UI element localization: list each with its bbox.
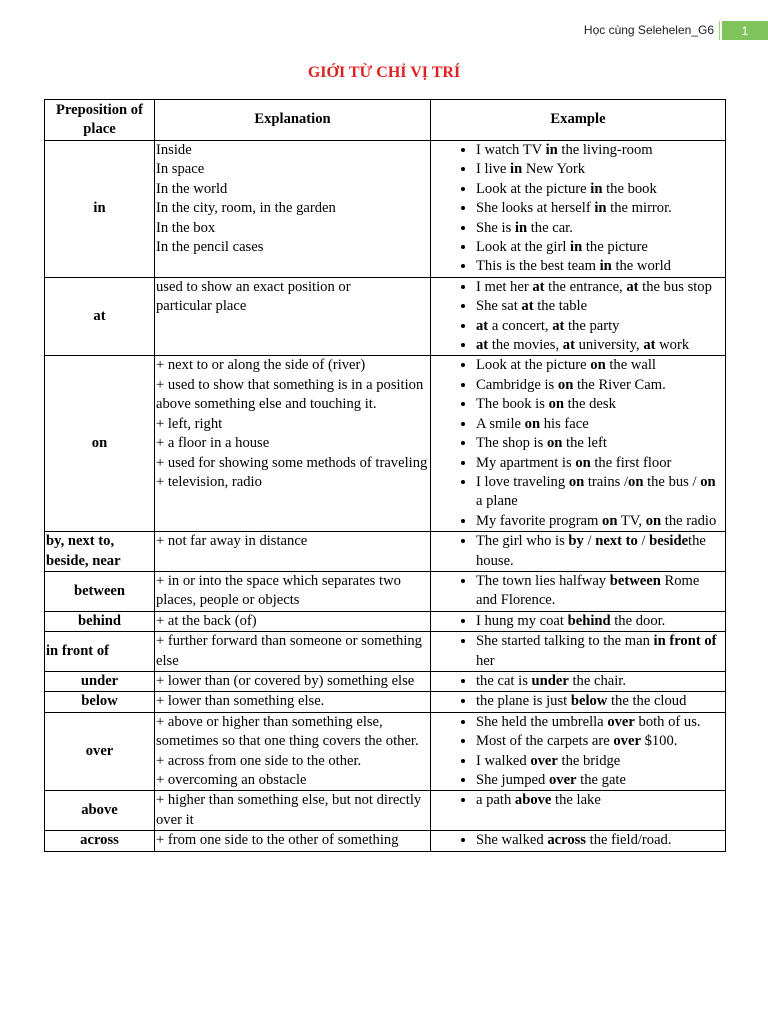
example-text: She looks at herself [476, 200, 595, 217]
prepositions-table [44, 99, 726, 852]
preposition-highlight: at [562, 337, 575, 354]
preposition-highlight: on [645, 512, 662, 529]
example-list [432, 572, 724, 611]
preposition-highlight: at [552, 317, 565, 334]
example-item [476, 713, 724, 732]
example-item [476, 376, 724, 395]
example-item [476, 415, 724, 434]
preposition-highlight: at [476, 337, 489, 354]
example-text: The book is [476, 396, 549, 413]
example-text: a concert, [488, 317, 553, 334]
example-text: the bridge [557, 752, 621, 769]
explanation-cell: + lower than something else. [155, 692, 431, 712]
example-list [432, 791, 724, 810]
explanation-cell: used to show an exact position or particular place [155, 277, 431, 356]
example-item [476, 257, 724, 276]
example-item [476, 336, 724, 355]
example-cell [431, 141, 726, 278]
example-item [476, 219, 724, 238]
preposition-cell: below [45, 692, 155, 712]
example-item [476, 297, 724, 316]
preposition-cell: at [45, 277, 155, 356]
example-text: I walked [476, 752, 531, 769]
preposition-highlight: on [590, 357, 606, 374]
example-item [476, 672, 724, 691]
example-cell [431, 277, 726, 356]
example-text: the cat is [476, 672, 532, 689]
example-text: the left [562, 435, 607, 452]
example-text: Cambridge is [476, 376, 558, 393]
example-item [476, 454, 724, 473]
preposition-highlight: by [568, 533, 584, 550]
example-cell [431, 791, 726, 831]
example-text: the world [611, 258, 671, 275]
preposition-highlight: over [607, 713, 635, 730]
example-cell [431, 671, 726, 691]
example-list [432, 632, 724, 671]
column-header-preposition: Preposition of place [45, 100, 155, 141]
example-cell [431, 571, 726, 611]
preposition-cell: over [45, 712, 155, 791]
example-text: the door. [610, 612, 666, 629]
example-list [432, 672, 724, 691]
preposition-highlight: in [545, 142, 558, 158]
explanation-cell: + not far away in distance [155, 532, 431, 572]
example-text: the wall [605, 357, 656, 374]
example-text: Look at the girl [476, 239, 571, 256]
example-text: the bus stop [638, 278, 712, 295]
page-number-badge: 1 [722, 21, 768, 40]
example-text: She started talking to the man [476, 633, 654, 650]
example-text: the entrance, [544, 278, 627, 295]
explanation-cell: + higher than something else, but not directly over it [155, 791, 431, 831]
preposition-highlight: on [575, 454, 591, 471]
preposition-highlight: next to [595, 533, 638, 550]
preposition-cell: across [45, 831, 155, 851]
preposition-highlight: below [570, 693, 608, 710]
example-text: I love traveling [476, 473, 569, 490]
preposition-highlight: over [530, 752, 558, 769]
example-item [476, 632, 724, 671]
example-text: the bus / [643, 473, 701, 490]
example-text: the gate [576, 772, 626, 788]
table-row [45, 632, 726, 672]
table-row [45, 532, 726, 572]
example-text: the picture [582, 239, 648, 256]
example-text: the first floor [590, 454, 672, 471]
explanation-cell: Inside In space In the world In the city, room, in the garden In the box In the pencil cases [155, 141, 431, 278]
example-text: trains / [584, 473, 629, 490]
table-header-row [45, 100, 726, 141]
example-text: My apartment is [476, 454, 576, 471]
example-list [432, 141, 724, 277]
table-row [45, 671, 726, 691]
example-item [476, 572, 724, 611]
example-text: both of us. [634, 713, 701, 730]
preposition-highlight: in [510, 161, 523, 178]
example-text: I hung my coat [476, 612, 568, 629]
header-divider [719, 21, 720, 40]
column-header-explanation: Explanation [155, 100, 431, 141]
preposition-highlight: in [599, 258, 612, 275]
example-item [476, 692, 724, 711]
example-text: a path [476, 792, 515, 809]
example-text: the desk [563, 396, 616, 413]
preposition-highlight: in [514, 219, 528, 236]
preposition-highlight: under [531, 672, 569, 689]
example-text: the table [533, 298, 588, 315]
example-text: My favorite program [476, 512, 603, 529]
explanation-cell: + above or higher than something else, sometimes so that one thing covers the other. + across from one side to the other. + overcoming an obstacle [155, 712, 431, 791]
example-cell [431, 356, 726, 532]
table-row [45, 831, 726, 851]
example-text: the living-room [557, 142, 653, 158]
preposition-highlight: in [570, 239, 583, 256]
preposition-highlight: at [476, 317, 489, 334]
example-text: The town lies halfway [476, 572, 610, 589]
example-item [476, 434, 724, 453]
example-text: She is [476, 219, 515, 236]
preposition-highlight: on [700, 473, 716, 490]
explanation-cell: + next to or along the side of (river) + used to show that something is in a position above something else and touching it. + left, right + a floor in a house + used for showing some methods of traveling + television, radio [155, 356, 431, 532]
example-text: the house. [476, 533, 706, 569]
example-text: A smile [476, 415, 525, 432]
preposition-cell: in [45, 141, 155, 278]
example-text: Look at the picture [476, 357, 591, 374]
example-text: I live [476, 161, 511, 178]
preposition-highlight: on [548, 396, 564, 413]
example-item [476, 278, 724, 297]
preposition-cell: under [45, 671, 155, 691]
preposition-highlight: above [514, 792, 552, 809]
preposition-highlight: in front of [653, 633, 717, 650]
preposition-cell: above [45, 791, 155, 831]
example-text: the lake [551, 792, 601, 809]
example-cell [431, 632, 726, 672]
preposition-highlight: over [548, 772, 577, 788]
example-cell [431, 532, 726, 572]
preposition-cell: by, next to, beside, near [45, 532, 155, 572]
example-text: TV, [617, 512, 646, 529]
table-row [45, 277, 726, 356]
preposition-highlight: on [568, 473, 585, 490]
preposition-highlight: on [546, 435, 563, 452]
example-text: the party [564, 317, 620, 334]
example-item [476, 612, 724, 631]
example-text: the field/road. [586, 832, 672, 849]
example-cell [431, 712, 726, 791]
example-text: the plane is just [476, 693, 571, 710]
table-row [45, 356, 726, 532]
preposition-cell: between [45, 571, 155, 611]
example-list [432, 356, 724, 531]
example-text: / [637, 533, 650, 550]
example-text: New York [522, 161, 586, 178]
preposition-highlight: at [521, 298, 534, 315]
example-text: her [476, 652, 495, 669]
table-row [45, 141, 726, 278]
preposition-cell: on [45, 356, 155, 532]
example-item [476, 532, 724, 571]
example-list [432, 612, 724, 631]
preposition-highlight: on [628, 473, 644, 490]
example-text: She jumped [476, 772, 549, 788]
example-text: This is the best team [476, 258, 600, 275]
example-text: She walked [476, 832, 548, 849]
column-header-example: Example [431, 100, 726, 141]
explanation-cell: + from one side to the other of something [155, 831, 431, 851]
example-list [432, 692, 724, 711]
example-text: the movies, [488, 337, 563, 354]
example-text: his face [540, 415, 589, 432]
preposition-highlight: over [613, 733, 641, 750]
example-item [476, 180, 724, 199]
example-text: university, [574, 337, 644, 354]
example-text: the mirror. [606, 200, 672, 217]
document-title: GIỚI TỪ CHỈ VỊ TRÍ [307, 64, 461, 81]
example-cell [431, 611, 726, 631]
example-item [476, 317, 724, 336]
example-list [432, 278, 724, 356]
example-item [476, 791, 724, 810]
example-item [476, 512, 724, 531]
example-item [476, 732, 724, 751]
example-text: a plane [476, 493, 518, 510]
header-text: Học cùng Selehelen_G6 [583, 23, 714, 37]
preposition-highlight: across [547, 832, 586, 849]
example-item [476, 199, 724, 218]
preposition-highlight: on [557, 376, 574, 393]
preposition-highlight: behind [567, 612, 611, 629]
table-row [45, 571, 726, 611]
example-text: $100. [640, 733, 678, 750]
example-text: the River Cam. [573, 376, 666, 393]
example-item [476, 831, 724, 850]
example-list [432, 532, 724, 571]
example-cell [431, 692, 726, 712]
example-text: Most of the carpets are [476, 733, 614, 750]
example-text: work [655, 337, 690, 354]
example-list [432, 713, 724, 791]
example-text: the radio [661, 512, 717, 529]
preposition-highlight: at [626, 278, 639, 295]
example-item [476, 752, 724, 771]
example-item [476, 771, 724, 790]
preposition-cell: in front of [45, 632, 155, 672]
example-item [476, 160, 724, 179]
preposition-highlight: on [524, 415, 541, 432]
example-text: She held the umbrella [476, 713, 608, 730]
example-item [476, 395, 724, 414]
explanation-cell: + in or into the space which separates two places, people or objects [155, 571, 431, 611]
table-row [45, 712, 726, 791]
preposition-highlight: on [602, 512, 618, 529]
preposition-cell: behind [45, 611, 155, 631]
table-row [45, 692, 726, 712]
example-text: She sat [476, 298, 522, 315]
example-cell [431, 831, 726, 851]
preposition-highlight: beside [649, 533, 689, 550]
explanation-cell: + further forward than someone or something else [155, 632, 431, 672]
example-text: the car. [527, 219, 573, 236]
table-row [45, 791, 726, 831]
preposition-highlight: in [594, 200, 607, 217]
example-item [476, 356, 724, 375]
example-list [432, 831, 724, 850]
preposition-highlight: at [532, 278, 545, 295]
example-text: The shop is [476, 435, 547, 452]
example-text: the chair. [568, 672, 626, 689]
example-text: The girl who is [476, 533, 569, 550]
explanation-cell: + at the back (of) [155, 611, 431, 631]
preposition-highlight: at [643, 337, 656, 354]
preposition-highlight: between [609, 572, 661, 589]
example-item [476, 473, 724, 512]
example-text: / [583, 533, 596, 550]
example-text: the the cloud [607, 693, 687, 710]
example-text: Rome and Florence. [476, 572, 700, 609]
example-text: the book [602, 180, 657, 197]
example-text: Look at the picture [476, 180, 591, 197]
example-text: I watch TV [476, 142, 546, 158]
preposition-highlight: in [590, 180, 603, 197]
example-text: I met her [476, 278, 533, 295]
explanation-cell: + lower than (or covered by) something else [155, 671, 431, 691]
example-item [476, 238, 724, 257]
table-row [45, 611, 726, 631]
example-item [476, 141, 724, 160]
